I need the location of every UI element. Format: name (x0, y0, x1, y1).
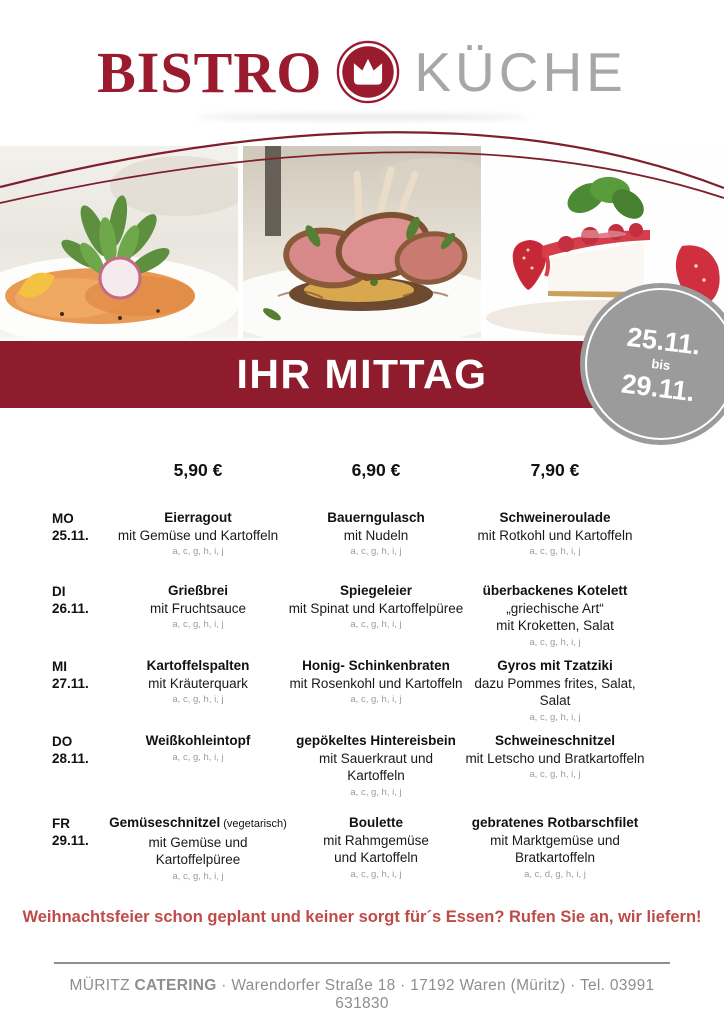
dish-description: mit Fruchtsauce (149, 600, 247, 616)
dish-cell (464, 732, 646, 814)
appetizer-salad-photo (0, 146, 238, 338)
dish-cell (464, 814, 646, 889)
price-column-2: 6,90 € (351, 460, 401, 480)
badge-date-from: 25.11. (625, 321, 703, 361)
dish-description: mit Gemüse und (148, 834, 248, 850)
badge-connector: bis (650, 355, 672, 373)
dish-cell (288, 582, 464, 657)
dish-description: mit Nudeln (343, 527, 409, 543)
dish-title: Spiegeleier (339, 583, 413, 598)
dish-description: mit Rahmgemüse (323, 832, 429, 848)
dish-title: Weißkohleintopf (145, 733, 251, 748)
menu-day-row (0, 732, 724, 814)
dish-description: mit Rosenkohl und Kartoffeln (289, 675, 463, 691)
dish-title: überbackenes Kotelett (482, 583, 628, 598)
dish-description: Bratkartoffeln (514, 850, 596, 865)
dish-cell (108, 582, 288, 657)
dish-description: mit Rotkohl und Kartoffeln (477, 527, 633, 543)
dish-cell (108, 814, 288, 889)
allergen-list: a, c, g, h, i, j (529, 769, 581, 780)
date-badge (580, 283, 724, 445)
allergen-list: a, c, g, h, i, j (172, 751, 224, 763)
logo-shadow-decoration (197, 114, 527, 120)
allergen-list: a, c, g, h, i, j (529, 546, 581, 557)
dish-cell (464, 509, 646, 582)
dish-title: gepökeltes Hintereisbein (296, 733, 456, 748)
day-label: DI 26.11. (52, 584, 89, 616)
allergen-list: a, c, g, h, i, j (172, 619, 224, 630)
dish-title: Bauerngulasch (327, 510, 425, 525)
allergen-list: a, c, g, h, i, j (529, 711, 581, 723)
footer-company-regular: MÜRITZ (69, 977, 135, 994)
allergen-list: a, c, g, h, i, j (350, 546, 402, 557)
dish-title: Honig- Schinkenbraten (302, 658, 450, 673)
dish-cell (288, 814, 464, 889)
allergen-list: a, c, g, h, i, j (350, 694, 402, 705)
dish-title: Kartoffelspalten (146, 658, 250, 673)
allergen-list: a, c, g, h, i, j (350, 786, 402, 798)
catering-announcement: Weihnachtsfeier schon geplant und keiner sorgt für´s Essen? Rufen Sie an, wir liefern! (22, 908, 702, 926)
brand-name-kueche: KÜCHE (414, 41, 627, 103)
dish-cell (464, 582, 646, 657)
dish-title: Schweineschnitzel (494, 733, 616, 748)
crown-icon (335, 39, 401, 105)
dish-description: mit Spinat und Kartoffelpüree (288, 600, 464, 616)
allergen-list: a, c, g, h, i, j (350, 619, 402, 630)
menu-day-row (0, 657, 724, 732)
dish-title: Gemüseschnitzel (vegetarisch) (109, 815, 287, 830)
footer (54, 962, 670, 1013)
menu-day-row (0, 582, 724, 657)
dish-title: Schweineroulade (499, 510, 611, 525)
dish-description: „griechische Art“ (506, 600, 604, 616)
menu-day-row (0, 814, 724, 889)
day-label: FR 29.11. (52, 816, 89, 848)
dish-cell (288, 657, 464, 732)
dish-cell (108, 509, 288, 582)
dish-title: Gyros mit Tzatziki (497, 658, 613, 673)
dish-description: Salat (539, 693, 571, 708)
dish-description: Kartoffeln (347, 768, 405, 783)
day-label: MI 27.11. (52, 659, 89, 691)
day-label: MO 25.11. (52, 511, 89, 543)
brand-name-bistro: BISTRO (97, 39, 323, 105)
dish-description: mit Kräuterquark (148, 675, 248, 691)
dish-description: mit Kroketten, Salat (496, 618, 614, 633)
allergen-list: a, c, g, h, i, j (350, 868, 402, 880)
weekly-menu (0, 452, 724, 889)
allergen-list: a, c, g, h, i, j (529, 636, 581, 648)
dish-description: und Kartoffeln (334, 850, 418, 865)
dish-description: mit Sauerkraut und (318, 750, 434, 766)
brand-logo (0, 32, 724, 112)
dish-title: Grießbrei (167, 583, 229, 598)
page-title: IHR MITTAG (236, 351, 488, 397)
dish-cell (108, 732, 288, 814)
lamb-rack-photo (243, 146, 481, 338)
price-column-3: 7,90 € (530, 460, 580, 480)
menu-rows (0, 509, 724, 889)
footer-address: · Warendorfer Straße 18 · 17192 Waren (Müritz) · Tel. 03991 631830 (216, 977, 655, 1012)
badge-date-to: 29.11. (619, 367, 697, 407)
allergen-list: a, c, g, h, i, j (172, 694, 224, 705)
price-header-row (0, 460, 724, 481)
menu-day-row (0, 509, 724, 582)
footer-divider (54, 962, 670, 964)
dish-cell (288, 732, 464, 814)
allergen-list: a, c, g, h, i, j (172, 870, 224, 882)
dish-description: mit Marktgemüse und (490, 832, 620, 848)
dish-description: dazu Pommes frites, Salat, (474, 675, 636, 691)
price-column-1: 5,90 € (173, 460, 223, 480)
dish-cell (288, 509, 464, 582)
dish-title: Boulette (349, 815, 403, 830)
allergen-list: a, c, d, g, h, i, j (524, 868, 586, 880)
dish-description: Kartoffelpüree (155, 852, 241, 867)
dish-title: gebratenes Rotbarschfilet (471, 815, 639, 830)
allergen-list: a, c, g, h, i, j (172, 546, 224, 557)
footer-company-bold: CATERING (134, 977, 217, 994)
dish-title: Eierragout (164, 510, 232, 525)
dish-cell (108, 657, 288, 732)
dish-cell (464, 657, 646, 732)
dish-description: mit Gemüse und Kartoffeln (117, 527, 279, 543)
footer-contact-line (54, 977, 670, 1013)
dish-description: mit Letscho und Bratkartoffeln (465, 750, 645, 766)
day-label: DO 28.11. (52, 734, 89, 766)
